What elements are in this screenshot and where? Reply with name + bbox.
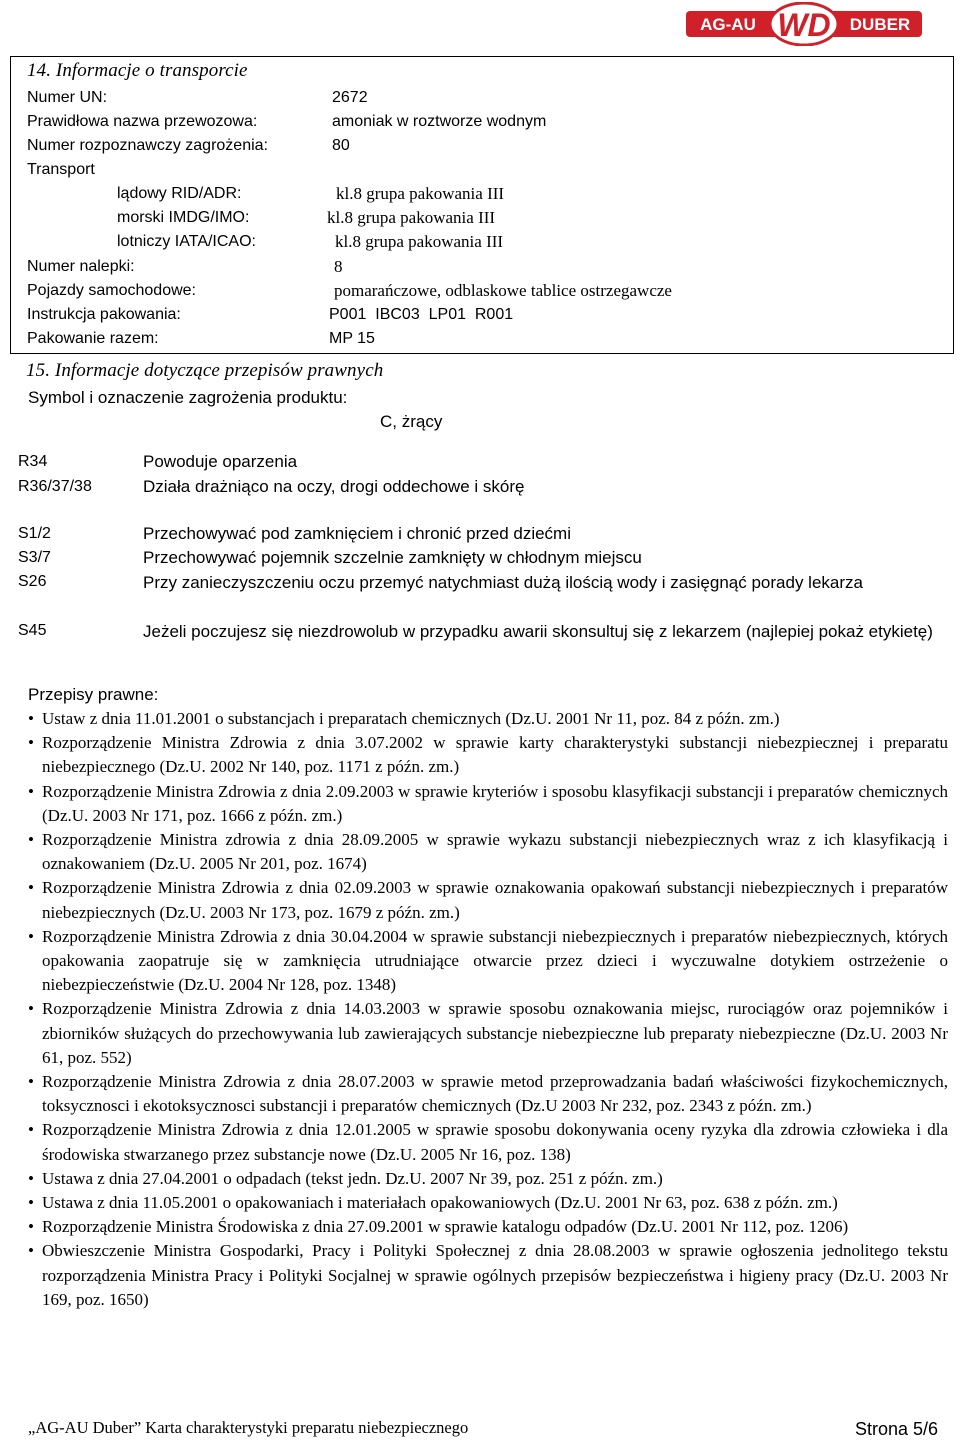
regulation-item <box>28 1215 948 1239</box>
air-transport-value: kl.8 grupa pakowania III <box>335 232 504 251</box>
phrase-text: Działa drażniąco na oczy, drogi oddechowe i skórę <box>143 477 525 496</box>
regulation-text: Rozporządzenie Ministra Zdrowia z dnia 02.09.2003 w sprawie oznakowania opakowań substancji niebezpiecznych i preparatów niebezpiecznych (Dz.U. 2003 Nr 173, poz. 1679 z późn. zm.) <box>42 878 948 922</box>
bullet-icon: • <box>28 1072 34 1092</box>
proper-name-value: amoniak w roztworze wodnym <box>332 113 547 130</box>
land-transport-label: lądowy RID/ADR: <box>117 185 242 202</box>
packing-instruction-label: Instrukcja pakowania: <box>27 306 181 323</box>
regulation-text: Rozporządzenie Ministra Zdrowia z dnia 3.07.2002 w sprawie karty charakterystyki substancji niebezpiecznej i preparatu niebezpiecznego (Dz.U. 2002 Nr 140, poz. 1171 z późn. zm.) <box>42 733 948 777</box>
phrase-code: S3/7 <box>18 549 51 566</box>
bullet-icon: • <box>28 999 34 1019</box>
regulation-item <box>28 1191 948 1215</box>
bullet-icon: • <box>28 781 34 801</box>
logo-center-text: WD <box>777 7 831 43</box>
phrase-code: S1/2 <box>18 525 51 542</box>
hazard-number-label: Numer rozpoznawczy zagrożenia: <box>27 137 268 154</box>
air-transport-label: lotniczy IATA/ICAO: <box>117 233 256 250</box>
footer-document-title: „AG-AU Duber” Karta charakterystyki preparatu niebezpiecznego <box>28 1418 469 1437</box>
regulation-text: Rozporządzenie Ministra Zdrowia z dnia 14.03.2003 w sprawie sposobu oznakowania miejsc, rurociągów oraz pojemników i zbiorników służących do przechowywania lub zawierających substancje niebezpieczne lub preparaty niebezpieczne (Dz.U. 2003 Nr 61, poz. 552) <box>42 999 948 1067</box>
bullet-icon: • <box>28 878 34 898</box>
regulation-text: Ustawa z dnia 11.05.2001 o opakowaniach i materiałach opakowaniowych (Dz.U. 2001 Nr 63, poz. 638 z późn. zm.) <box>42 1193 838 1213</box>
regulation-text: Rozporządzenie Ministra zdrowia z dnia 28.09.2005 w sprawie wykazu substancji niebezpiecznych wraz z ich klasyfikacją i oznakowaniem (Dz.U. 2005 Nr 201, poz. 1674) <box>42 830 948 874</box>
mixed-packing-value: MP 15 <box>329 330 375 347</box>
bullet-icon: • <box>28 1241 34 1261</box>
regulation-item <box>28 1239 948 1312</box>
regulation-text: Rozporządzenie Ministra Zdrowia z dnia 2.09.2003 w sprawie kryteriów i sposobu klasyfikacji substancji i preparatów chemicznych (Dz.U. 2003 Nr 171, poz. 1666 z późn. zm.) <box>42 781 948 825</box>
hazard-symbol-value: C, żrący <box>380 412 443 431</box>
bullet-icon: • <box>28 709 34 728</box>
hazard-symbol-label: Symbol i oznaczenie zagrożenia produktu: <box>28 388 348 407</box>
regulation-text: Rozporządzenie Ministra Środowiska z dnia 27.09.2001 w sprawie katalogu odpadów (Dz.U. 2001 Nr 112, poz. 1206) <box>42 1217 849 1237</box>
regulation-item <box>28 1070 948 1118</box>
vehicles-label: Pojazdy samochodowe: <box>27 282 196 299</box>
packing-instruction-value: P001 IBC03 LP01 R001 <box>329 306 514 323</box>
regulation-item <box>28 1118 948 1166</box>
phrase-code: S26 <box>18 573 47 590</box>
phrase-text: Przechowywać pojemnik szczelnie zamknięty w chłodnym miejscu <box>143 548 642 567</box>
regulation-text: Rozporządzenie Ministra Zdrowia z dnia 12.01.2005 w sprawie sposobu dokonywania oceny ryzyka dla zdrowia człowieka i dla środowiska stwarzanego przez substancje nowe (Dz.U. 2005 Nr 16, poz. 138) <box>42 1120 948 1164</box>
transport-section <box>10 56 954 354</box>
sea-transport-value: kl.8 grupa pakowania III <box>327 208 496 227</box>
label-number-label: Numer nalepki: <box>27 258 135 275</box>
transport-label: Transport <box>27 161 95 178</box>
mixed-packing-label: Pakowanie razem: <box>27 330 159 347</box>
label-number-value: 8 <box>334 257 343 276</box>
phrase-text: Przechowywać pod zamknięciem i chronić przed dziećmi <box>143 524 571 543</box>
regulation-item <box>28 876 948 924</box>
bullet-icon: • <box>28 926 34 946</box>
regulation-text: Ustawa z dnia 27.04.2001 o odpadach (tekst jedn. Dz.U. 2007 Nr 39, poz. 251 z późn. zm.) <box>42 1168 663 1188</box>
phrase-text: Jeżeli poczujesz się niezdrowolub w przypadku awarii skonsultuj się z lekarzem (najlepiej pokaż etykietę) <box>143 622 933 641</box>
hazard-number-value: 80 <box>332 137 350 154</box>
regulation-item <box>28 828 948 876</box>
regulation-text: Rozporządzenie Ministra Zdrowia z dnia 28.07.2003 w sprawie metod przeprowadzania badań właściwości fizykochemicznych, toksycznosci i ekotoksycznosci substancji i preparatów chemicznych (Dz.U 2003 Nr 232, poz. 2343 z późn. zm.) <box>42 1072 948 1116</box>
regulations-list <box>28 707 948 1312</box>
bullet-icon: • <box>28 1120 34 1140</box>
un-number-label: Numer UN: <box>27 89 108 106</box>
logo-right-text: DUBER <box>849 15 911 34</box>
bullet-icon: • <box>28 1217 34 1237</box>
proper-name-label: Prawidłowa nazwa przewozowa: <box>27 113 258 130</box>
regulation-text: Ustaw z dnia 11.01.2001 o substancjach i preparatach chemicznych (Dz.U. 2001 Nr 11, poz. 84 z późn. zm.) <box>42 709 780 728</box>
phrase-text: Przy zanieczyszczeniu oczu przemyć natychmiast dużą ilością wody i zasięgnąć porady lekarza <box>143 573 863 592</box>
section-14-title: 14. Informacje o transporcie <box>27 60 248 81</box>
logo-left-text: AG-AU <box>700 15 756 34</box>
vehicles-value: pomarańczowe, odblaskowe tablice ostrzegawcze <box>334 281 672 300</box>
regulation-item <box>28 707 948 731</box>
regulation-text: Rozporządzenie Ministra Zdrowia z dnia 30.04.2004 w sprawie substancji niebezpiecznych i preparatów niebezpiecznych, których opakowania zaopatruje się w zamknięcia utrudniające otwarcie przez dzieci i wyczuwalne dotykiem ostrzeżenie o niebezpieczeństwie (Dz.U. 2004 Nr 128, poz. 1348) <box>42 926 948 995</box>
land-transport-value: kl.8 grupa pakowania III <box>336 184 505 203</box>
bullet-icon: • <box>28 733 34 753</box>
sea-transport-label: morski IMDG/IMO: <box>117 209 250 226</box>
un-number-value: 2672 <box>332 89 368 106</box>
regulations-label: Przepisy prawne: <box>28 685 159 704</box>
bullet-icon: • <box>28 830 34 850</box>
bullet-icon: • <box>28 1168 34 1188</box>
regulation-item <box>28 997 948 1070</box>
regulation-text: Obwieszczenie Ministra Gospodarki, Pracy i Polityki Społecznej z dnia 28.08.2003 w sprawie ogłoszenia jednolitego tekstu rozporządzenia Ministra Pracy i Polityki Socjalnej w sprawie ogólnych przepisów bezpieczeństwa i higieny pracy (Dz.U. 2003 Nr 169, poz. 1650) <box>42 1241 948 1309</box>
phrase-code: S45 <box>18 622 47 639</box>
section-15-title: 15. Informacje dotyczące przepisów prawnych <box>26 360 384 381</box>
regulation-item <box>28 925 948 998</box>
page-number: Strona 5/6 <box>855 1419 939 1439</box>
regulation-item <box>28 780 948 828</box>
phrase-code: R34 <box>18 453 48 470</box>
phrase-text: Powoduje oparzenia <box>143 452 298 471</box>
regulation-item <box>28 1167 948 1191</box>
company-logo <box>686 2 922 46</box>
phrase-code: R36/37/38 <box>18 478 92 495</box>
regulation-item <box>28 731 948 779</box>
bullet-icon: • <box>28 1193 34 1213</box>
